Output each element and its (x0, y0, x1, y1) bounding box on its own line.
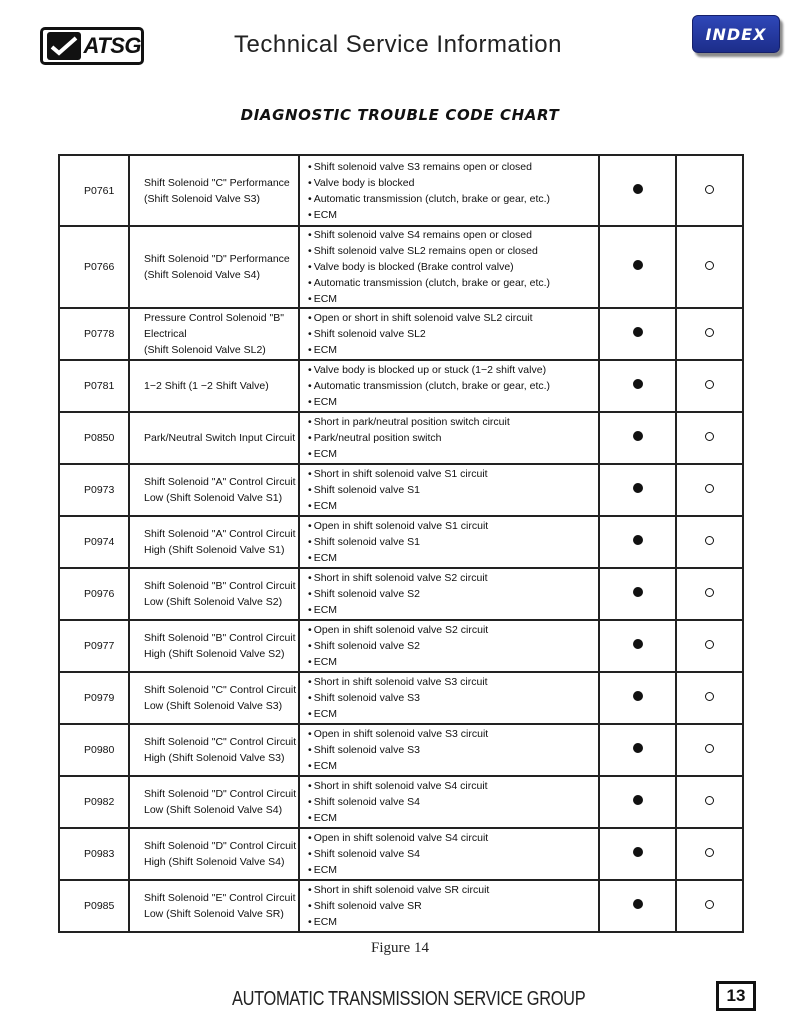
open-circle-icon (705, 380, 714, 389)
cause-item: • ECM (308, 550, 598, 566)
dtc-causes (299, 516, 599, 568)
cause-item: • Valve body is blocked up or stuck (1−2 shift valve) (308, 362, 598, 378)
mil-cell (599, 568, 676, 620)
dtc-name-line: High (Shift Solenoid Valve S3) (144, 752, 285, 764)
filled-circle-icon (633, 691, 643, 701)
cause-item: • Shift solenoid valve S4 remains open or closed (308, 227, 598, 243)
memory-cell (676, 464, 743, 516)
memory-cell (676, 568, 743, 620)
dtc-causes (299, 672, 599, 724)
cause-item: • Automatic transmission (clutch, brake or gear, etc.) (308, 378, 598, 394)
dtc-causes (299, 828, 599, 880)
cause-item: • Open or short in shift solenoid valve SL2 circuit (308, 310, 598, 326)
dtc-causes (299, 568, 599, 620)
dtc-name (129, 412, 299, 464)
open-circle-icon (705, 848, 714, 857)
dtc-name-line: (Shift Solenoid Valve SL2) (144, 344, 266, 356)
cause-item: • Shift solenoid valve S2 (308, 586, 598, 602)
open-circle-icon (705, 328, 714, 337)
dtc-name (129, 828, 299, 880)
cause-item: • ECM (308, 602, 598, 618)
cause-item: • Short in shift solenoid valve S4 circuit (308, 778, 598, 794)
cause-item: • ECM (308, 207, 598, 223)
open-circle-icon (705, 796, 714, 805)
cause-item: • ECM (308, 914, 598, 930)
checkmark-icon (47, 32, 81, 60)
page-number: 13 (716, 981, 756, 1011)
mil-cell (599, 672, 676, 724)
open-circle-icon (705, 692, 714, 701)
dtc-name-line: High (Shift Solenoid Valve S1) (144, 544, 285, 556)
dtc-code: P0982 (59, 776, 129, 828)
memory-cell (676, 226, 743, 308)
open-circle-icon (705, 588, 714, 597)
cause-item: • Shift solenoid valve S1 (308, 534, 598, 550)
memory-cell (676, 360, 743, 412)
cause-item: • Short in shift solenoid valve S1 circuit (308, 466, 598, 482)
cause-item: • ECM (308, 810, 598, 826)
atsg-logo (40, 27, 144, 65)
dtc-code: P0766 (59, 226, 129, 308)
dtc-name-line: Shift Solenoid "C" Control Circuit (144, 736, 297, 748)
cause-item: • Shift solenoid valve SL2 (308, 326, 598, 342)
dtc-code: P0983 (59, 828, 129, 880)
mil-cell (599, 226, 676, 308)
dtc-causes (299, 620, 599, 672)
dtc-name-line: Shift Solenoid "D" Performance (144, 253, 290, 265)
open-circle-icon (705, 484, 714, 493)
dtc-name-line: High (Shift Solenoid Valve S4) (144, 856, 285, 868)
table-row (59, 828, 743, 880)
filled-circle-icon (633, 587, 643, 597)
dtc-name (129, 880, 299, 932)
table-row (59, 620, 743, 672)
filled-circle-icon (633, 483, 643, 493)
cause-item: • Shift solenoid valve S2 (308, 638, 598, 654)
dtc-name-line: Shift Solenoid "C" Performance (144, 176, 290, 189)
table-row (59, 724, 743, 776)
mil-cell (599, 516, 676, 568)
dtc-name-line: Low (Shift Solenoid Valve S2) (144, 596, 283, 608)
cause-item: • Shift solenoid valve S3 (308, 690, 598, 706)
cause-item: • Short in park/neutral position switch circuit (308, 414, 598, 430)
filled-circle-icon (633, 431, 643, 441)
open-circle-icon (705, 640, 714, 649)
dtc-causes (299, 308, 599, 360)
cause-item: • ECM (308, 654, 598, 670)
cause-item: • Open in shift solenoid valve S3 circuit (308, 726, 598, 742)
open-circle-icon (705, 744, 714, 753)
table-row (59, 226, 743, 308)
mil-cell (599, 776, 676, 828)
table-row (59, 880, 743, 932)
mil-cell (599, 828, 676, 880)
cause-item: • ECM (308, 394, 598, 410)
dtc-name-line: Shift Solenoid "E" Control Circuit (144, 892, 296, 904)
mil-cell (599, 620, 676, 672)
memory-cell (676, 672, 743, 724)
dtc-code: P0974 (59, 516, 129, 568)
cause-item: • Shift solenoid valve S3 remains open or closed (308, 159, 598, 175)
filled-circle-icon (633, 260, 643, 270)
dtc-name (129, 672, 299, 724)
table-row (59, 672, 743, 724)
open-circle-icon (705, 432, 714, 441)
table-row (59, 155, 743, 226)
dtc-causes (299, 360, 599, 412)
dtc-name-line: Shift Solenoid "A" Control Circuit (144, 528, 296, 540)
dtc-code: P0976 (59, 568, 129, 620)
cause-item: • Shift solenoid valve S4 (308, 846, 598, 862)
cause-item: • ECM (308, 706, 598, 722)
figure-caption: Figure 14 (371, 940, 429, 956)
filled-circle-icon (633, 795, 643, 805)
dtc-causes (299, 226, 599, 308)
table-row (59, 360, 743, 412)
dtc-code: P0977 (59, 620, 129, 672)
cause-item: • Shift solenoid valve S4 (308, 794, 598, 810)
cause-item: • Valve body is blocked (308, 175, 598, 191)
logo-text: ATSG (83, 33, 141, 58)
dtc-causes (299, 880, 599, 932)
cause-item: • ECM (308, 342, 598, 358)
cause-item: • Automatic transmission (clutch, brake or gear, etc.) (308, 275, 598, 291)
table-row (59, 412, 743, 464)
dtc-causes (299, 412, 599, 464)
memory-cell (676, 880, 743, 932)
filled-circle-icon (633, 379, 643, 389)
dtc-name-line: Park/Neutral Switch Input Circuit (144, 432, 296, 444)
memory-cell (676, 724, 743, 776)
dtc-causes (299, 776, 599, 828)
cause-item: • Shift solenoid valve SR (308, 898, 598, 914)
table-row (59, 464, 743, 516)
table-row (59, 516, 743, 568)
dtc-name-line: 1−2 Shift (1 −2 Shift Valve) (144, 380, 269, 392)
dtc-name-line: Low (Shift Solenoid Valve S3) (144, 700, 283, 712)
dtc-code: P0985 (59, 880, 129, 932)
cause-item: • Shift solenoid valve S1 (308, 482, 598, 498)
mil-cell (599, 880, 676, 932)
cause-item: • Short in shift solenoid valve SR circuit (308, 882, 598, 898)
dtc-name (129, 516, 299, 568)
dtc-code: P0778 (59, 308, 129, 360)
memory-cell (676, 412, 743, 464)
mil-cell (599, 308, 676, 360)
dtc-name-line: Shift Solenoid "D" Control Circuit (144, 788, 297, 800)
dtc-code: P0979 (59, 672, 129, 724)
dtc-name-line: Shift Solenoid "D" Control Circuit (144, 840, 297, 852)
dtc-table (58, 154, 744, 933)
cause-item: • ECM (308, 446, 598, 462)
footer-text: AUTOMATIC TRANSMISSION SERVICE GROUP (232, 988, 586, 1010)
open-circle-icon (705, 261, 714, 270)
index-button[interactable]: INDEX (692, 15, 780, 53)
dtc-name (129, 155, 299, 226)
dtc-name (129, 724, 299, 776)
memory-cell (676, 776, 743, 828)
filled-circle-icon (633, 327, 643, 337)
dtc-name-line: Low (Shift Solenoid Valve SR) (144, 908, 284, 920)
cause-item: • Park/neutral position switch (308, 430, 598, 446)
dtc-causes (299, 724, 599, 776)
filled-circle-icon (633, 847, 643, 857)
dtc-name-line: Shift Solenoid "A" Control Circuit (144, 476, 296, 488)
filled-circle-icon (633, 535, 643, 545)
mil-cell (599, 360, 676, 412)
memory-cell (676, 516, 743, 568)
filled-circle-icon (633, 743, 643, 753)
dtc-code: P0850 (59, 412, 129, 464)
dtc-code: P0980 (59, 724, 129, 776)
dtc-name (129, 776, 299, 828)
memory-cell (676, 828, 743, 880)
dtc-name-line: High (Shift Solenoid Valve S2) (144, 648, 285, 660)
cause-item: • Valve body is blocked (Brake control valve) (308, 259, 598, 275)
cause-item: • ECM (308, 862, 598, 878)
mil-cell (599, 155, 676, 226)
open-circle-icon (705, 536, 714, 545)
dtc-code: P0761 (59, 155, 129, 226)
cause-item: • Open in shift solenoid valve S2 circuit (308, 622, 598, 638)
dtc-name (129, 360, 299, 412)
dtc-name-line: Low (Shift Solenoid Valve S4) (144, 804, 283, 816)
mil-cell (599, 464, 676, 516)
filled-circle-icon (633, 899, 643, 909)
dtc-name-line: Electrical (144, 328, 187, 340)
dtc-name (129, 620, 299, 672)
page-title: Technical Service Information (234, 31, 562, 58)
memory-cell (676, 155, 743, 226)
dtc-code: P0973 (59, 464, 129, 516)
dtc-name-line: Pressure Control Solenoid "B" (144, 312, 284, 324)
open-circle-icon (705, 900, 714, 909)
dtc-causes (299, 155, 599, 226)
cause-item: • Shift solenoid valve S3 (308, 742, 598, 758)
chart-heading: DIAGNOSTIC TROUBLE CODE CHART (240, 106, 560, 124)
dtc-name (129, 568, 299, 620)
cause-item: • ECM (308, 498, 598, 514)
cause-item: • Automatic transmission (clutch, brake or gear, etc.) (308, 191, 598, 207)
cause-item: • Short in shift solenoid valve S2 circuit (308, 570, 598, 586)
dtc-name-line: (Shift Solenoid Valve S4) (144, 269, 260, 281)
table-row (59, 308, 743, 360)
dtc-name (129, 308, 299, 360)
cause-item: • Open in shift solenoid valve S4 circuit (308, 830, 598, 846)
mil-cell (599, 724, 676, 776)
dtc-causes (299, 464, 599, 516)
filled-circle-icon (633, 184, 643, 194)
cause-item: • ECM (308, 291, 598, 307)
cause-item: • Short in shift solenoid valve S3 circuit (308, 674, 598, 690)
dtc-name-line: Shift Solenoid "B" Control Circuit (144, 632, 296, 644)
dtc-name-line: (Shift Solenoid Valve S3) (144, 192, 260, 205)
dtc-code: P0781 (59, 360, 129, 412)
open-circle-icon (705, 185, 714, 194)
dtc-name-line: Shift Solenoid "C" Control Circuit (144, 684, 297, 696)
cause-item: • Shift solenoid valve SL2 remains open or closed (308, 243, 598, 259)
cause-item: • ECM (308, 758, 598, 774)
dtc-name (129, 226, 299, 308)
dtc-name-line: Low (Shift Solenoid Valve S1) (144, 492, 283, 504)
cause-item: • Open in shift solenoid valve S1 circuit (308, 518, 598, 534)
dtc-name (129, 464, 299, 516)
dtc-name-line: Shift Solenoid "B" Control Circuit (144, 580, 296, 592)
mil-cell (599, 412, 676, 464)
table-row (59, 776, 743, 828)
memory-cell (676, 620, 743, 672)
memory-cell (676, 308, 743, 360)
filled-circle-icon (633, 639, 643, 649)
table-row (59, 568, 743, 620)
